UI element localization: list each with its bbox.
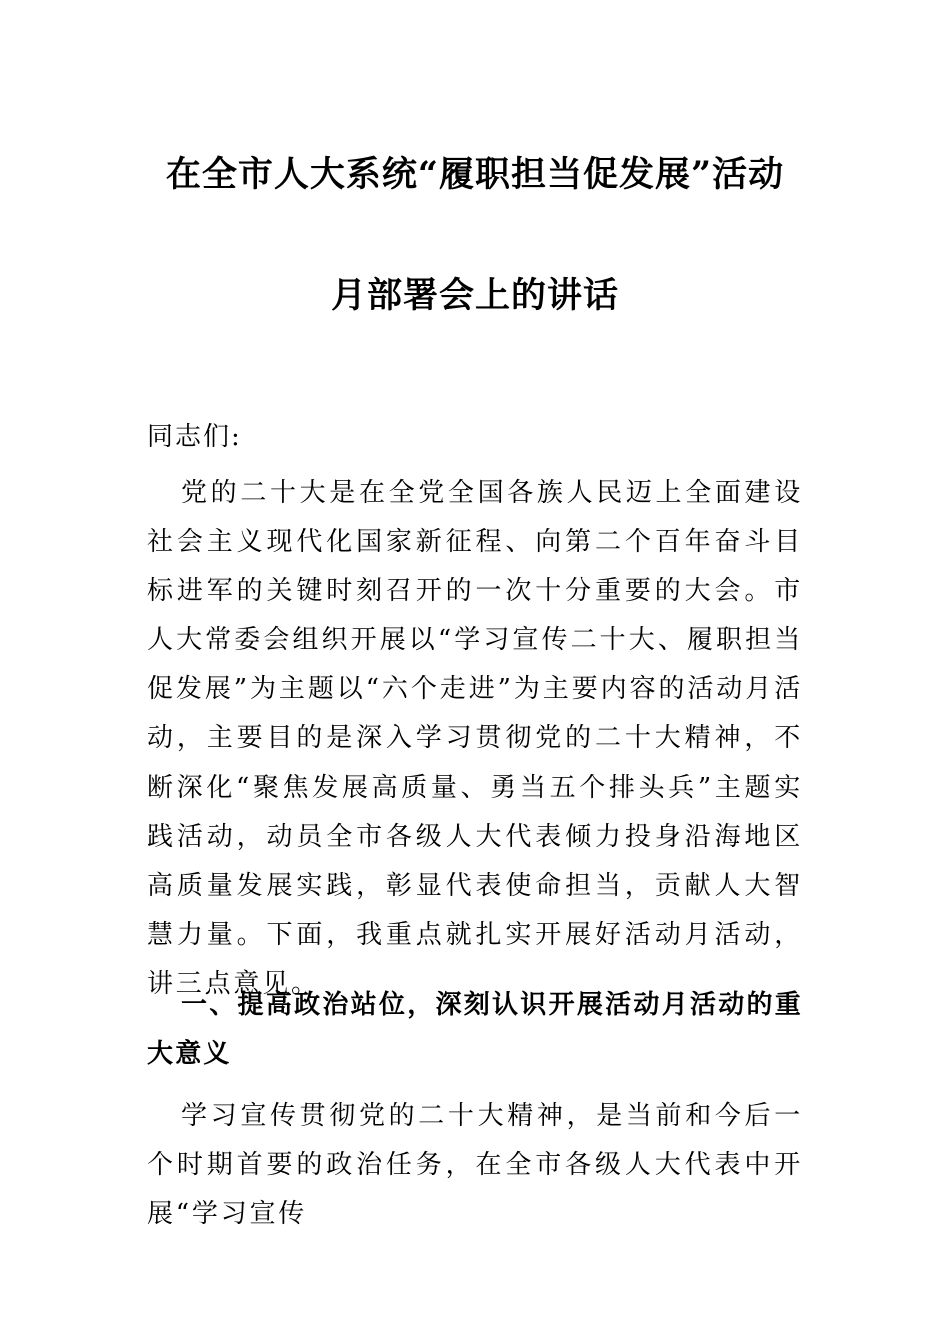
paragraph-section-1: 学习宣传贯彻党的二十大精神，是当前和今后一个时期首要的政治任务，在全市各级人大代表中开展“学习宣传 <box>147 1101 803 1230</box>
salutation: 同志们: <box>147 422 242 452</box>
section-heading-1: 一、提高政治站位，深刻认识开展活动月活动的重大意义 <box>147 990 803 1070</box>
document-title-line-1: 在全市人大系统“履职担当促发展”活动 <box>165 154 785 195</box>
paragraph-intro: 党的二十大是在全党全国各族人民迈上全面建设社会主义现代化国家新征程、向第二个百年奋斗目标进军的关键时刻召开的一次十分重要的大会。市人大常委会组织开展以“学习宣传二十大、履职担当促发展”为主题以“六个走进”为主要内容的活动月活动，主要目的是深入学习贯彻党的二十大精神，不断深化“聚焦发展高质量、勇当五个排头兵”主题实践活动，动员全市各级人大代表倾力投身沿海地区高质量发展实践，彰显代表使命担当，贡献人大智慧力量。下面，我重点就扎实开展好活动月活动，讲三点意见。 <box>147 478 803 999</box>
document-title-line-2: 月部署会上的讲话 <box>330 275 619 316</box>
